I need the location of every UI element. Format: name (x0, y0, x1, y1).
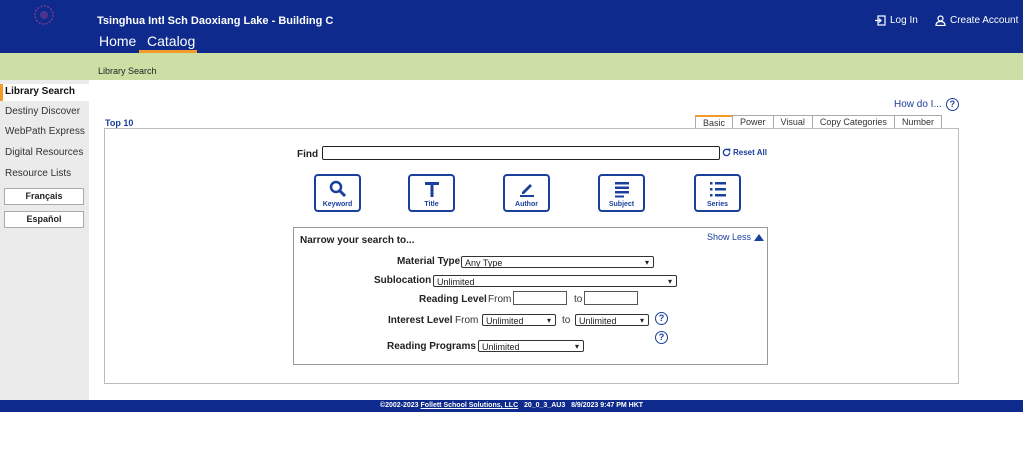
footer-timestamp: 8/9/2023 9:47 PM HKT (571, 402, 644, 409)
reading-programs-label: Reading Programs (387, 341, 476, 352)
footer-copyright: ©2002-2023 (379, 402, 419, 409)
tab-basic[interactable]: Basic (695, 115, 732, 128)
find-input[interactable] (322, 146, 720, 160)
french-button[interactable]: Français (4, 188, 84, 205)
show-less-link[interactable] (707, 232, 764, 242)
pencil-icon (518, 180, 536, 198)
sidebar-item-destiny-discover[interactable]: Destiny Discover (5, 106, 81, 117)
narrow-title: Narrow your search to... (300, 235, 415, 246)
nav-catalog[interactable]: Catalog (147, 33, 196, 49)
footer (0, 400, 1023, 412)
header-bar (0, 0, 1023, 53)
sidebar-active-indicator (0, 84, 3, 101)
subject-search-button[interactable] (598, 174, 645, 212)
help-icon: ? (946, 98, 959, 111)
breadcrumb: Library Search (98, 66, 157, 76)
refresh-icon (722, 148, 731, 157)
site-name: Tsinghua Intl Sch Daoxiang Lake - Building C (97, 15, 334, 27)
material-type-select[interactable] (461, 256, 654, 268)
tab-copy-categories[interactable]: Copy Categories (812, 115, 894, 128)
chevron-down-icon: ▾ (574, 342, 579, 351)
interest-level-label: Interest Level (388, 315, 453, 326)
triangle-up-icon (754, 234, 764, 241)
how-do-i-link[interactable] (894, 98, 959, 111)
create-account-label: Create Account (950, 15, 1019, 26)
keyword-search-button[interactable] (314, 174, 361, 212)
sidebar-item-webpath-express[interactable]: WebPath Express (5, 126, 85, 137)
interest-level-to-select[interactable] (575, 314, 649, 326)
reset-all-label: Reset All (733, 148, 767, 157)
chevron-down-icon: ▾ (644, 258, 649, 267)
numbered-list-icon (709, 180, 727, 198)
school-logo-icon (33, 4, 55, 26)
sidebar-item-digital-resources[interactable]: Digital Resources (5, 147, 84, 158)
title-label: Title (424, 201, 439, 208)
interest-from-value: Unlimited (486, 316, 524, 326)
title-search-button[interactable] (408, 174, 455, 212)
search-tabs (695, 115, 942, 128)
magnifier-icon (329, 180, 347, 198)
interest-level-from-label: From (455, 315, 479, 326)
how-do-i-label: How do I... (894, 99, 942, 110)
login-icon (875, 15, 886, 26)
sublocation-label: Sublocation (374, 275, 432, 286)
interest-level-help-icon[interactable]: ? (655, 312, 668, 325)
tab-power[interactable]: Power (732, 115, 773, 128)
user-icon (935, 15, 946, 26)
series-search-button[interactable] (694, 174, 741, 212)
reset-all-link[interactable] (722, 148, 767, 157)
lines-icon (613, 180, 631, 198)
sidebar-item-library-search[interactable]: Library Search (5, 86, 76, 97)
interest-level-to-label: to (562, 315, 571, 326)
reading-level-label: Reading Level (419, 294, 487, 305)
chevron-down-icon: ▾ (639, 316, 644, 325)
reading-programs-help-icon[interactable]: ? (655, 331, 668, 344)
chevron-down-icon: ▾ (546, 316, 551, 325)
footer-company-link[interactable]: Follett School Solutions, LLC (420, 402, 519, 409)
author-label: Author (515, 201, 538, 208)
reading-level-from-label: From (488, 294, 512, 305)
author-search-button[interactable] (503, 174, 550, 212)
material-type-label: Material Type (397, 256, 461, 267)
reading-level-to-label: to (574, 294, 583, 305)
tab-visual[interactable]: Visual (773, 115, 812, 128)
nav-home[interactable]: Home (99, 33, 137, 49)
material-type-value: Any Type (465, 258, 503, 268)
interest-level-from-select[interactable] (482, 314, 556, 326)
find-label: Find (297, 149, 319, 160)
sublocation-value: Unlimited (437, 277, 475, 287)
tab-number[interactable]: Number (894, 115, 942, 128)
reading-programs-select[interactable] (478, 340, 584, 352)
sidebar-item-resource-lists[interactable]: Resource Lists (5, 168, 72, 179)
sublocation-select[interactable] (433, 275, 677, 287)
reading-level-from-input[interactable] (513, 291, 567, 305)
sidebar (0, 80, 89, 400)
keyword-label: Keyword (322, 201, 353, 208)
spanish-button[interactable]: Español (4, 211, 84, 228)
create-account-link[interactable] (935, 15, 1018, 26)
series-label: Series (706, 201, 729, 208)
interest-to-value: Unlimited (579, 316, 617, 326)
footer-version: 20_0_3_AU3 (523, 402, 566, 409)
reading-level-to-input[interactable] (584, 291, 638, 305)
login-label: Log In (890, 15, 918, 26)
top-10-link[interactable]: Top 10 (105, 118, 134, 128)
subject-label: Subject (608, 201, 635, 208)
reading-programs-value: Unlimited (482, 342, 520, 352)
show-less-label: Show Less (707, 232, 752, 242)
title-t-icon (423, 180, 441, 198)
chevron-down-icon: ▾ (667, 277, 672, 286)
login-link[interactable] (875, 15, 918, 26)
